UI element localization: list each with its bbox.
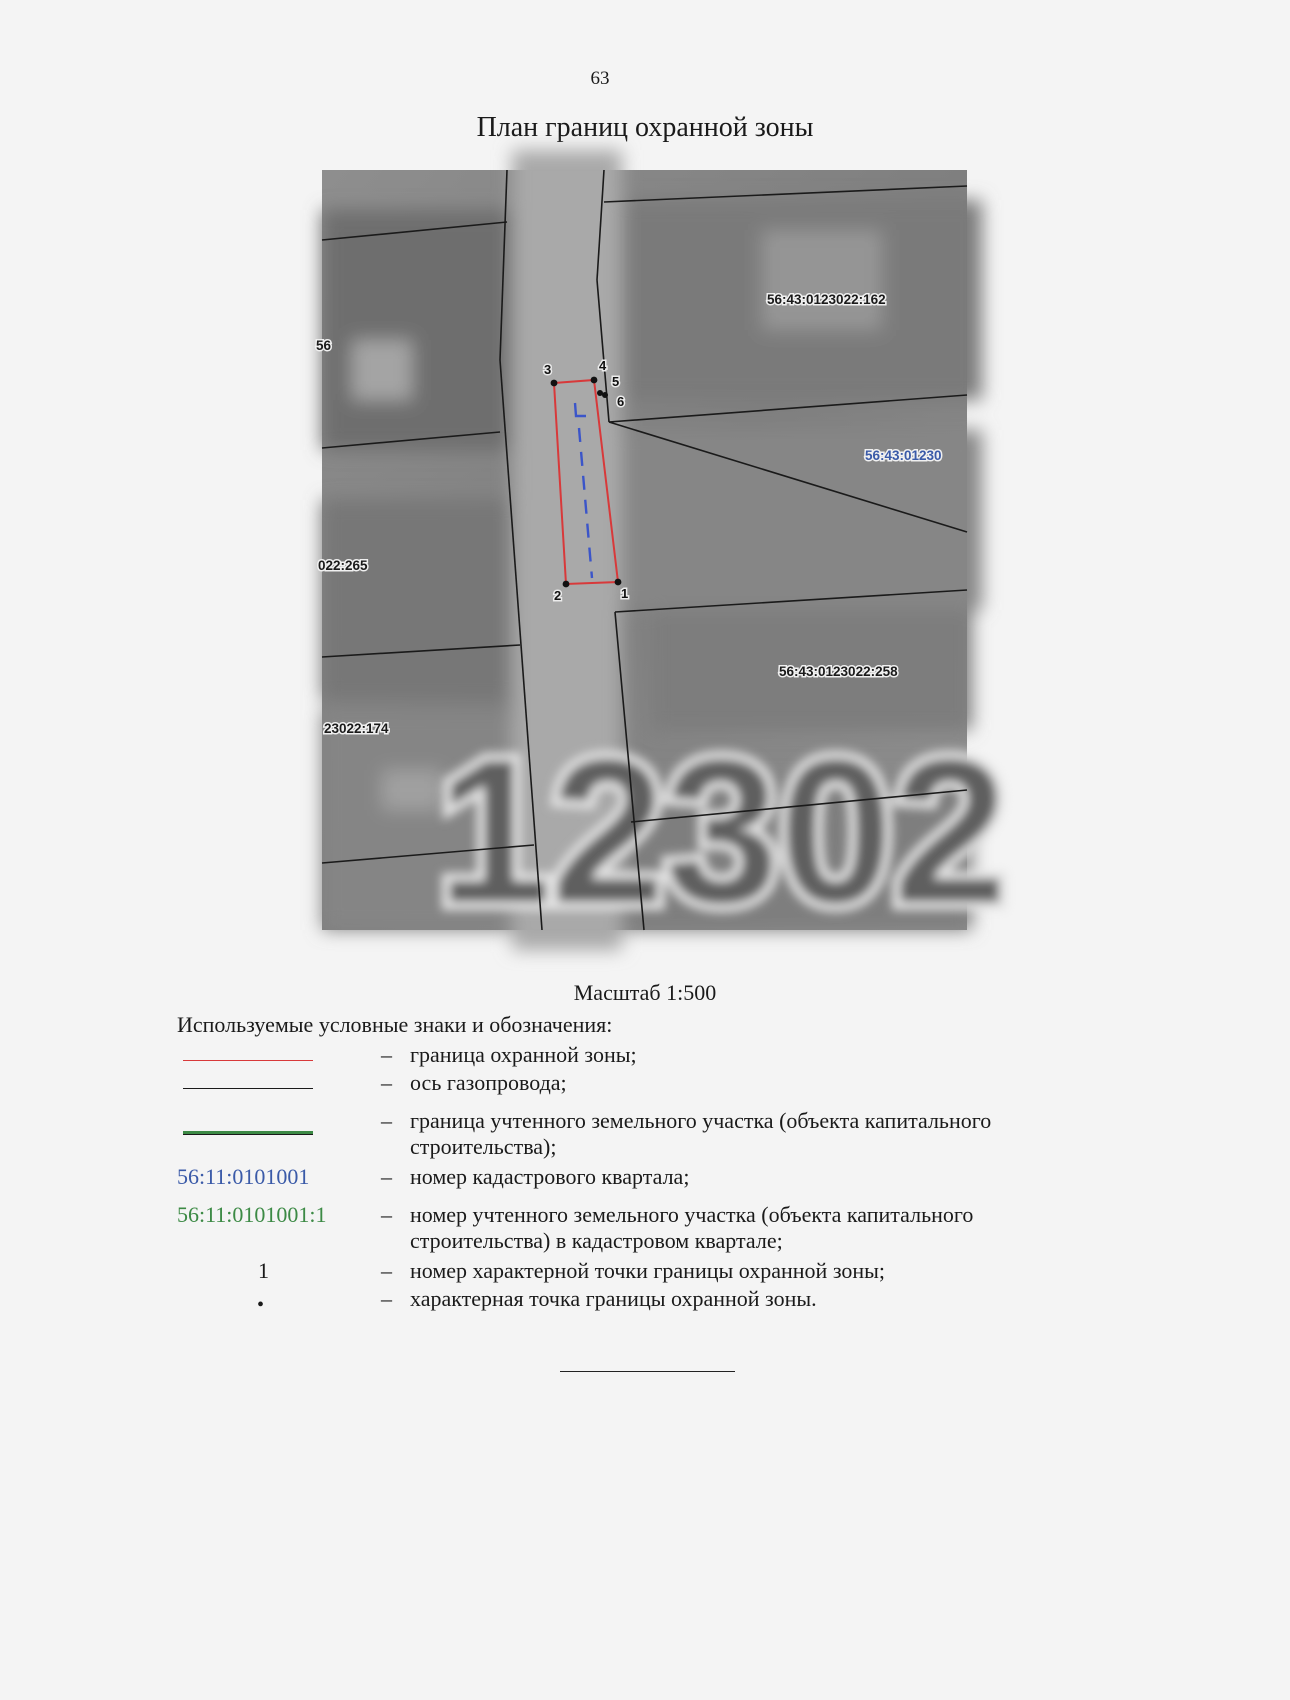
legend-green-line xyxy=(183,1131,313,1135)
legend-point-number: 1 xyxy=(258,1258,269,1283)
point-3 xyxy=(551,380,558,387)
legend-dash: – xyxy=(381,1042,392,1067)
legend-dash: – xyxy=(381,1164,392,1189)
map-svg xyxy=(316,170,1008,946)
legend-title: Используемые условные знаки и обозначения: xyxy=(177,1012,613,1037)
legend-text: характерная точка границы охранной зоны. xyxy=(410,1286,817,1311)
point-4 xyxy=(591,377,598,384)
legend-dash: – xyxy=(381,1070,392,1095)
legend-dash: – xyxy=(381,1258,392,1283)
point-1 xyxy=(615,579,622,586)
map xyxy=(316,170,1008,946)
page-title: План границ охранной зоны xyxy=(476,112,814,143)
parcel-label-162: 56:43:0123022:162 xyxy=(767,292,886,307)
legend-dash: – xyxy=(381,1286,392,1311)
legend-point-dot: • xyxy=(257,1294,265,1316)
legend-red-line xyxy=(183,1060,313,1061)
point-2 xyxy=(563,581,570,588)
point-label-4: 4 xyxy=(599,358,607,373)
legend-text: граница учтенного земельного участка (объекта капитального строительства); xyxy=(410,1108,992,1159)
page-number: 63 xyxy=(590,68,610,89)
parcel-label-174: 23022:174 xyxy=(324,721,389,736)
parcel-label-258: 56:43:0123022:258 xyxy=(779,664,898,679)
point-label-6: 6 xyxy=(617,394,625,409)
point-label-2: 2 xyxy=(554,588,562,603)
legend-text: номер кадастрового квартала; xyxy=(410,1164,690,1189)
quarter-big-label xyxy=(437,717,1007,946)
parcel-label-left-top: 56 xyxy=(316,338,332,353)
scale-label: Масштаб 1:500 xyxy=(573,980,717,1005)
closing-rule xyxy=(560,1371,735,1372)
parcel-label-right: 56:43:01230 xyxy=(865,448,942,463)
big-label-text: 12302 xyxy=(437,717,1008,946)
legend-dash: – xyxy=(381,1108,392,1133)
point-label-3: 3 xyxy=(544,362,552,377)
legend-text: номер учтенного земельного участка (объекта капитального строительства) в кадастровом квартале; xyxy=(410,1202,974,1253)
legend-black-line xyxy=(183,1088,313,1089)
legend-quarter-code: 56:11:0101001 xyxy=(177,1164,310,1189)
legend-text: номер характерной точки границы охранной зоны; xyxy=(410,1258,886,1283)
legend-dash: – xyxy=(381,1202,392,1227)
point-label-5: 5 xyxy=(612,374,620,389)
point-6 xyxy=(602,392,608,398)
legend-text: граница охранной зоны; xyxy=(410,1042,637,1067)
point-label-1: 1 xyxy=(621,586,629,601)
legend-text: ось газопровода; xyxy=(410,1070,567,1095)
legend-parcel-code: 56:11:0101001:1 xyxy=(177,1202,327,1227)
parcel-label-265: 022:265 xyxy=(318,558,368,573)
